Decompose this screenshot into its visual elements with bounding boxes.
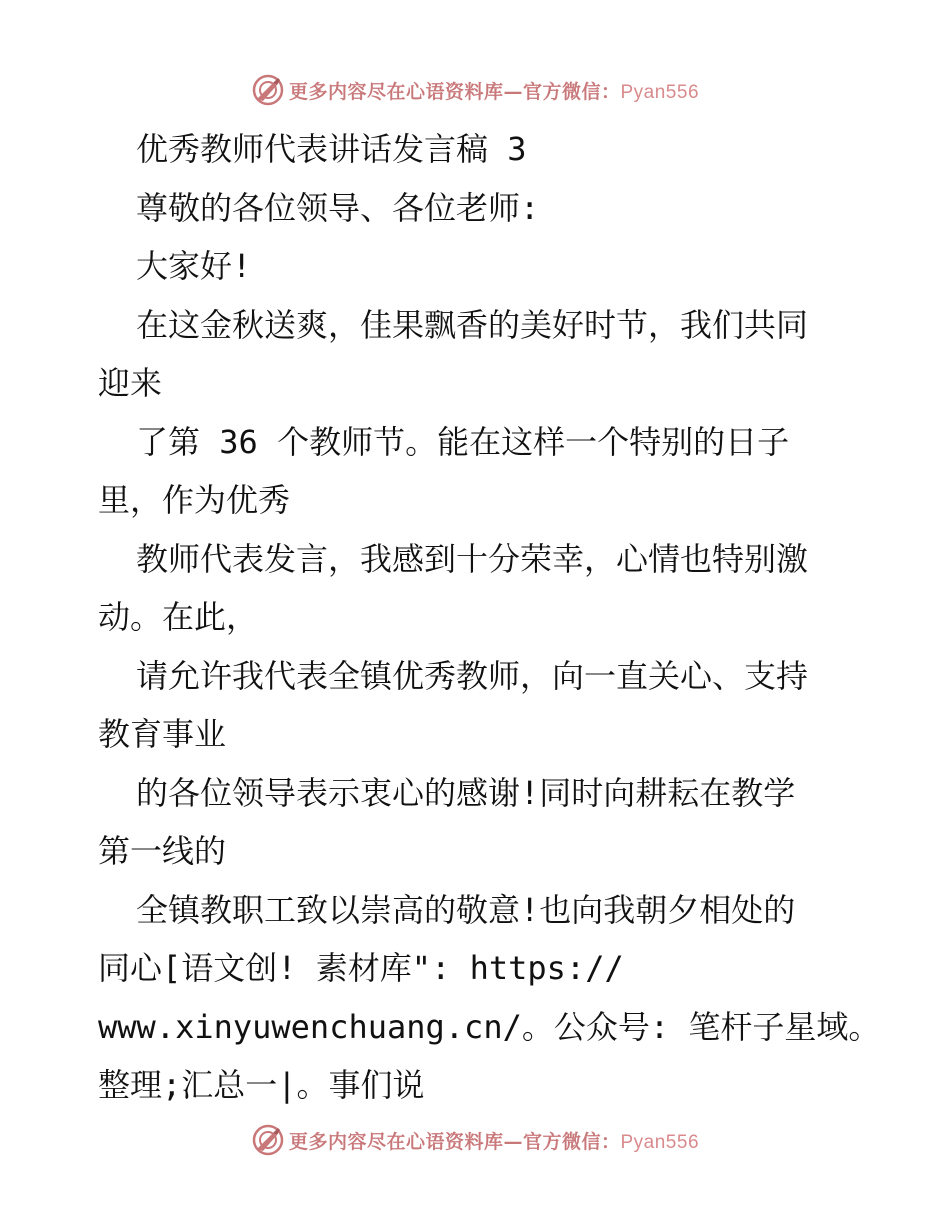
text-line: 同心[语文创! 素材库": https:// (98, 949, 624, 987)
header-banner (0, 70, 950, 110)
footer-banner-text: 更多内容尽在心语资料库—官方微信：Pyan556 (288, 1130, 700, 1153)
text-line: 第一线的 (98, 832, 227, 870)
text-line: www.xinyuwenchuang.cn/。公众号: 笔杆子星域。 (98, 1007, 881, 1046)
seal-logo-icon (251, 73, 285, 107)
text-line: 迎来 (98, 364, 163, 402)
text-line: 教师代表发言，我感到十分荣幸，心情也特别激 (136, 539, 809, 578)
text-line: 大家好! (136, 247, 252, 285)
footer-banner (0, 1120, 950, 1160)
text-line: 优秀教师代表讲话发言稿 3 (136, 130, 527, 168)
text-line: 请允许我代表全镇优秀教师，向一直关心、支持 (136, 656, 809, 695)
text-line: 的各位领导表示衷心的感谢!同时向耕耘在教学 (136, 773, 796, 812)
text-line: 了第 36 个教师节。能在这样一个特别的日子 (136, 422, 790, 461)
header-banner-text: 更多内容尽在心语资料库—官方微信：Pyan556 (288, 80, 700, 103)
text-line: 尊敬的各位领导、各位老师: (136, 188, 540, 227)
text-line: 教育事业 (98, 715, 227, 753)
document-body (98, 120, 881, 1115)
text-line: 整理;汇总一|。事们说 (98, 1066, 425, 1104)
text-line: 动。在此， (98, 598, 259, 636)
text-line: 在这金秋送爽，佳果飘香的美好时节，我们共同 (136, 305, 809, 344)
text-line: 里，作为优秀 (98, 481, 291, 519)
seal-logo-icon (251, 1123, 285, 1157)
text-line: 全镇教职工致以崇高的敬意!也向我朝夕相处的 (136, 890, 796, 929)
